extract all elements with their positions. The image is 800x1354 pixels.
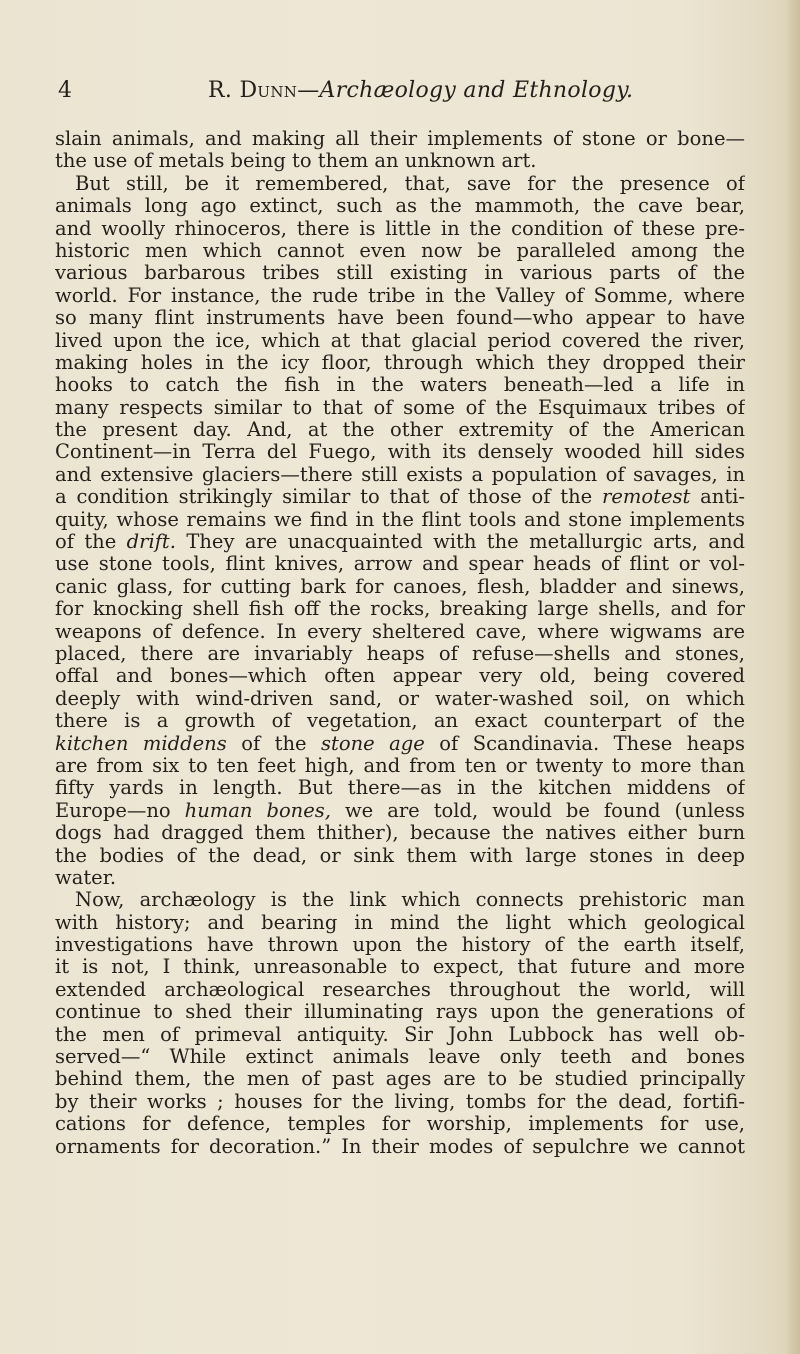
text-line bbox=[55, 509, 745, 531]
text-segment: ornaments for decoration.” In their modes of sepulchre we cannot bbox=[55, 1135, 745, 1158]
text-segment: Europe—no bbox=[55, 799, 185, 822]
italic-text: stone age bbox=[321, 732, 425, 755]
text-segment: a condition strikingly similar to that of those of the bbox=[55, 486, 603, 509]
text-line bbox=[55, 419, 745, 441]
text-line bbox=[55, 195, 745, 217]
text-line bbox=[55, 352, 745, 374]
text-segment: continue to shed their illuminating rays upon the generations of bbox=[55, 1001, 745, 1024]
text-line bbox=[55, 598, 745, 620]
text-line bbox=[55, 173, 745, 195]
running-header bbox=[58, 78, 758, 112]
text-segment: extended archæological researches throughout the world, will bbox=[55, 978, 745, 1001]
text-segment: cations for defence, temples for worship, implements for use, bbox=[55, 1113, 745, 1136]
text-line bbox=[55, 1136, 745, 1158]
text-line bbox=[55, 441, 745, 463]
italic-text: kitchen middens bbox=[55, 732, 227, 755]
text-line bbox=[55, 576, 745, 598]
text-segment: They are unacquainted with the metallurgic arts, and bbox=[175, 531, 745, 554]
text-segment: of Scandinavia. These heaps bbox=[424, 732, 745, 755]
text-line bbox=[55, 1113, 745, 1135]
text-segment: investigations have thrown upon the history of the earth itself, bbox=[55, 934, 745, 957]
text-segment: are from six to ten feet high, and from ten or twenty to more than bbox=[55, 754, 745, 777]
text-line bbox=[55, 218, 745, 240]
text-segment: the use of metals being to them an unknown art. bbox=[55, 149, 537, 173]
text-segment: hooks to catch the fish in the waters beneath—led a life in bbox=[55, 374, 745, 397]
text-line bbox=[55, 150, 745, 172]
text-line bbox=[55, 1046, 745, 1068]
text-segment: served—“ While extinct animals leave only teeth and bones bbox=[55, 1046, 745, 1069]
text-segment: for knocking shell fish off the rocks, breaking large shells, and for bbox=[55, 598, 745, 621]
text-segment: animals long ago extinct, such as the mammoth, the cave bear, bbox=[55, 195, 745, 218]
text-segment: by their works ; houses for the living, tombs for the dead, fortifi- bbox=[55, 1090, 745, 1113]
text-line bbox=[55, 553, 745, 575]
text-segment: various barbarous tribes still existing in various parts of the bbox=[55, 262, 745, 285]
text-segment: deeply with wind-driven sand, or water-washed soil, on which bbox=[55, 687, 745, 710]
text-segment: and extensive glaciers—there still exists a population of savages, in bbox=[55, 463, 745, 486]
text-segment: anti- bbox=[690, 486, 745, 509]
text-line bbox=[55, 912, 745, 934]
text-segment: behind them, the men of past ages are to be studied principally bbox=[55, 1068, 745, 1091]
text-line bbox=[55, 307, 745, 329]
text-segment: historic men which cannot even now be paralleled among the bbox=[55, 239, 745, 262]
text-line bbox=[55, 1024, 745, 1046]
text-line bbox=[55, 262, 745, 284]
text-segment: weapons of defence. In every sheltered cave, where wigwams are bbox=[55, 620, 745, 643]
text-line bbox=[55, 665, 745, 687]
text-line bbox=[55, 240, 745, 262]
text-segment: many respects similar to that of some of the Esquimaux tribes of bbox=[55, 396, 745, 419]
italic-text: remotest bbox=[602, 486, 691, 509]
text-segment: there is a growth of vegetation, an exact counterpart of the bbox=[55, 710, 745, 733]
text-line bbox=[55, 979, 745, 1001]
text-segment: it is not, I think, unreasonable to expect, that future and more bbox=[55, 956, 745, 979]
text-line bbox=[55, 755, 745, 777]
text-line bbox=[55, 1068, 745, 1090]
header-author: R. Dunn bbox=[208, 78, 298, 103]
text-segment: slain animals, and making all their implements of stone or bone— bbox=[55, 128, 745, 150]
text-segment: and woolly rhinoceros, there is little in the condition of these pre- bbox=[55, 217, 745, 240]
text-segment: of the bbox=[226, 732, 322, 755]
text-line bbox=[55, 397, 745, 419]
text-line bbox=[55, 285, 745, 307]
text-line bbox=[55, 643, 745, 665]
running-title bbox=[208, 78, 633, 103]
text-line bbox=[55, 464, 745, 486]
header-subject: Archæology and Ethnology. bbox=[319, 78, 634, 103]
text-line bbox=[55, 889, 745, 911]
text-segment: Now, archæology is the link which connects prehistoric man bbox=[75, 889, 745, 912]
header-separator: — bbox=[297, 78, 320, 103]
text-segment: Continent—in Terra del Fuego, with its densely wooded hill sides bbox=[55, 441, 745, 464]
text-segment: use stone tools, flint knives, arrow and spear heads of flint or vol- bbox=[55, 553, 745, 576]
text-segment: fifty yards in length. But there—as in the kitchen middens of bbox=[55, 777, 745, 800]
page-edge-shadow bbox=[786, 0, 800, 1354]
text-segment: of the bbox=[55, 531, 127, 554]
text-line bbox=[55, 486, 745, 508]
text-segment: so many flint instruments have been found—who appear to have bbox=[55, 307, 745, 330]
text-segment: making holes in the icy floor, through which they dropped their bbox=[55, 351, 745, 374]
text-line bbox=[55, 845, 745, 867]
text-line bbox=[55, 621, 745, 643]
text-line bbox=[55, 956, 745, 978]
text-line bbox=[55, 1001, 745, 1023]
text-segment: we are told, would be found (unless bbox=[331, 799, 745, 822]
text-segment: world. For instance, the rude tribe in the Valley of Somme, where bbox=[55, 284, 745, 307]
text-line bbox=[55, 822, 745, 844]
text-line bbox=[55, 688, 745, 710]
italic-text: human bones, bbox=[184, 799, 331, 822]
text-line bbox=[55, 867, 745, 889]
text-segment: lived upon the ice, which at that glacial period covered the river, bbox=[55, 329, 745, 352]
text-segment: the present day. And, at the other extremity of the American bbox=[55, 419, 745, 442]
text-segment: offal and bones—which often appear very old, being covered bbox=[55, 665, 745, 688]
text-line bbox=[55, 733, 745, 755]
text-segment: the men of primeval antiquity. Sir John Lubbock has well ob- bbox=[55, 1023, 745, 1046]
text-line bbox=[55, 531, 745, 553]
text-line bbox=[55, 374, 745, 396]
text-segment: canic glass, for cutting bark for canoes, flesh, bladder and sinews, bbox=[55, 575, 745, 598]
text-segment: with history; and bearing in mind the light which geological bbox=[55, 911, 745, 934]
italic-text: drift. bbox=[126, 531, 176, 554]
text-segment: quity, whose remains we find in the flint tools and stone implements bbox=[55, 508, 745, 531]
text-line bbox=[55, 1091, 745, 1113]
text-segment: placed, there are invariably heaps of refuse—shells and stones, bbox=[55, 642, 745, 665]
body-text bbox=[55, 128, 745, 1158]
text-segment: But still, be it remembered, that, save for the presence of bbox=[75, 172, 745, 195]
text-line bbox=[55, 800, 745, 822]
text-line bbox=[55, 330, 745, 352]
text-segment: water. bbox=[55, 865, 117, 889]
text-segment: dogs had dragged them thither), because the natives either burn bbox=[55, 822, 745, 845]
text-line bbox=[55, 128, 745, 150]
text-line bbox=[55, 710, 745, 732]
text-segment: the bodies of the dead, or sink them with large stones in deep bbox=[55, 844, 745, 867]
text-line bbox=[55, 777, 745, 799]
page-number: 4 bbox=[58, 78, 73, 103]
text-line bbox=[55, 934, 745, 956]
